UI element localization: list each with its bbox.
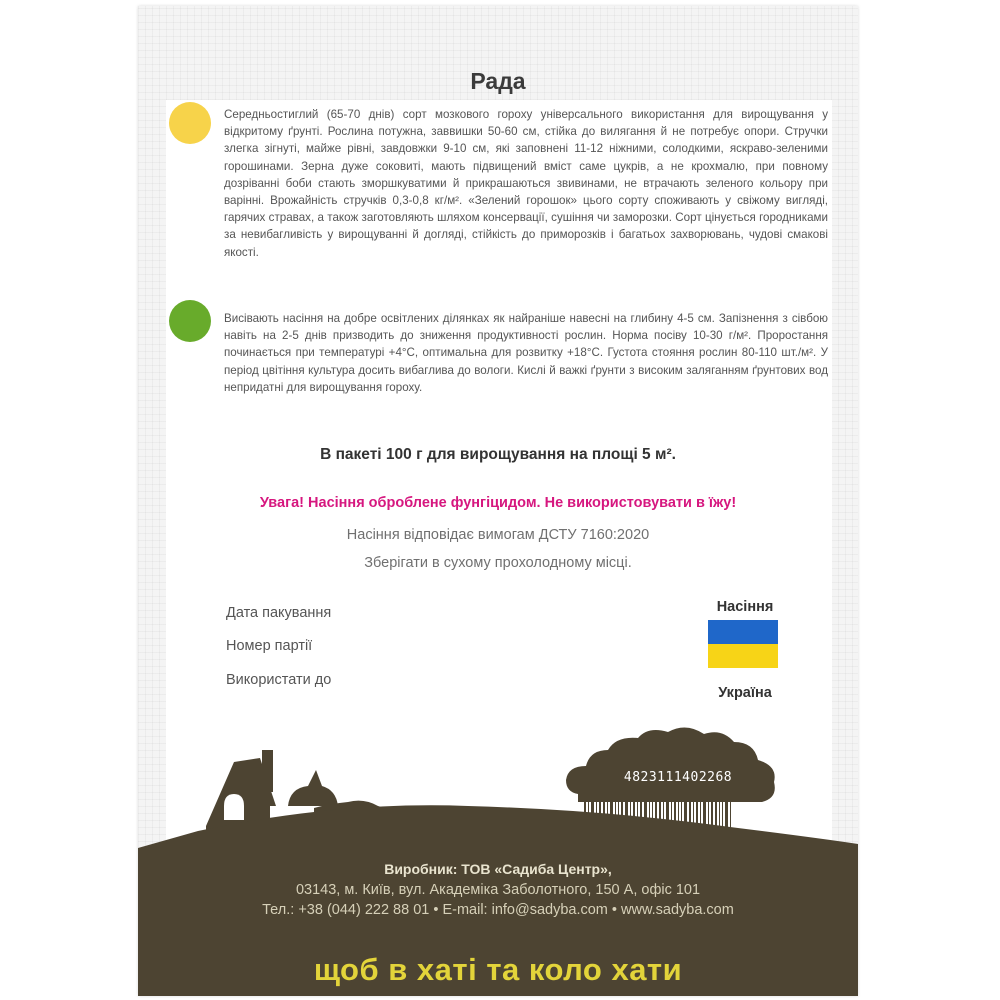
slogan: щоб в хаті та коло хати	[313, 952, 683, 987]
barcode-bar	[649, 802, 650, 851]
green-dot-icon	[169, 300, 211, 342]
page-title: Рада	[470, 68, 526, 94]
barcode-bar	[715, 802, 717, 893]
chimney	[262, 750, 273, 792]
seed-packet	[138, 6, 858, 996]
ukraine-flag-icon	[708, 620, 778, 668]
package-info: В пакеті 100 г для вирощування на площі 5 м².	[320, 446, 676, 463]
sowing-instructions: Висівають насіння на добре освітлених ділянках як найраніше навесні на глибину 4-5 см. Запізнення з сівбою навіть на 2-5 днів призводить до зниження продуктивності рослин. Норма посіву 10-30 г/м². Проростання починається при температурі +4°С, оптимальна для розвитку +18°С. Густота стояння рослин 80-110 шт./м². У період цвітіння культура досить вибаглива до вологи. Кислі й важкі ґрунти з високим заляганням ґрунтових вод непридатні для вирощування гороху.	[224, 312, 828, 394]
barcode-bar	[674, 802, 676, 870]
manufacturer-address: 03143, м. Київ, вул. Академіка Заболотного, 150 А, офіс 101	[295, 882, 701, 898]
storage-instructions: Зберігати в сухому прохолодному місці.	[364, 555, 632, 571]
barcode-bar	[630, 802, 631, 858]
barcode-bar	[659, 802, 661, 866]
batch-number-label: Номер партії	[226, 638, 313, 654]
barcode-bar	[663, 802, 664, 855]
flag-yellow-stripe	[708, 644, 778, 668]
barcode-bar	[584, 802, 586, 846]
yellow-dot-icon	[169, 102, 211, 144]
barcode-bar	[725, 802, 728, 860]
barcode-bar	[708, 802, 709, 867]
barcode-bar	[730, 802, 731, 849]
standard-compliance: Насіння відповідає вимогам ДСТУ 7160:2020	[346, 527, 650, 543]
flag-blue-stripe	[708, 620, 778, 644]
barcode-bar	[615, 802, 616, 854]
seeds-label: Насіння	[716, 599, 774, 615]
barcode-bar	[644, 802, 647, 862]
barcode-bar	[696, 802, 698, 852]
manufacturer-name: Виробник: ТОВ «Садиба Центр»,	[384, 861, 612, 877]
barcode-bar	[633, 802, 635, 847]
barcode-bar	[678, 802, 679, 859]
country-label: Україна	[718, 685, 772, 701]
fungicide-warning: Увага! Насіння оброблене фунгіцидом. Не використовувати в їжу!	[259, 495, 737, 511]
barcode-cloud	[566, 727, 775, 802]
pack-date-label: Дата пакування	[226, 605, 332, 621]
barcode-bar	[693, 802, 694, 863]
barcode-bar	[610, 802, 613, 865]
barcode-bar	[681, 802, 682, 848]
use-by-label: Використати до	[226, 672, 332, 688]
barcode-bar	[625, 802, 628, 869]
barcode-bar	[711, 802, 713, 856]
barcode-bar	[618, 802, 619, 891]
barcode-number: 4823111402268	[623, 770, 733, 785]
variety-description: Середньостиглий (65-70 днів) сорт мозкового гороху універсального використання для вирощування у відкритому ґрунті. Рослина потужна, заввишки 50-60 см, стійка до вилягання й не потребує опори. Стручки злегка зігнуті, майже рівні, завдовжки 9-10 см, які заповнені 11-12 ніжними, солодкими, яскраво-зеленими горошинами. Зерна дуже соковиті, мають підвищений вміст саме цукрів, а не крохмалю, при повному дозріванні боби стають зморшкуватими й прикрашаються звивинами, не втрачають зеленого кольору при варінні. Врожайність стручків 0,3-0,8 кг/м². «Зелений горошок» цього сорту споживають у свіжому вигляді, гарячих стравах, а також заготовляють шляхом консервації, сушіння чи заморозки. Сорт цінується городниками за невибагливість у вирощуванні й догляді, стійкість до приморозків і багатьох захворювань, чудові смакові якості.	[224, 108, 828, 259]
barcode-bar	[666, 802, 669, 892]
manufacturer-contacts: Тел.: +38 (044) 222 88 01 • E-mail: info@sadyba.com • www.sadyba.com	[262, 902, 734, 918]
barcode-bar	[599, 802, 601, 850]
house-window	[224, 794, 244, 820]
barcode-bar	[596, 802, 597, 861]
